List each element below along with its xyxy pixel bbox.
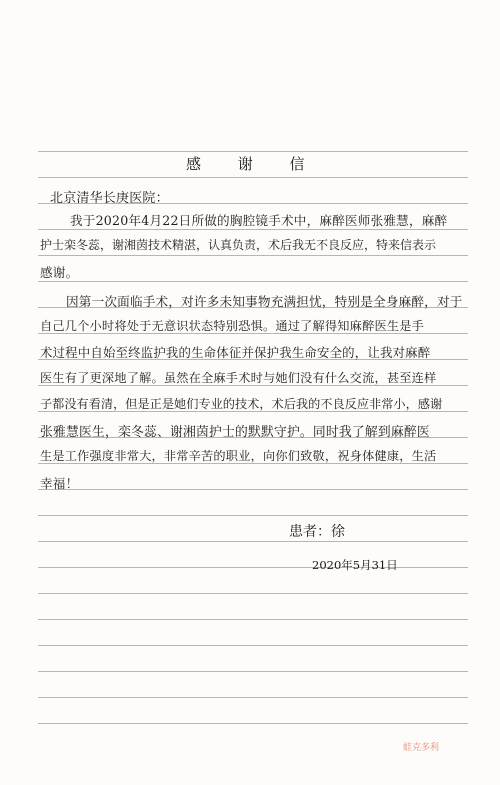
rule-line (38, 593, 468, 594)
rule-line (38, 723, 468, 724)
body-line: 护士栾冬蕊，谢湘茵技术精湛，认真负责，术后我无不良反应，特来信表示 (40, 238, 437, 252)
letter-date: 2020年5月31日 (312, 558, 398, 572)
body-line: 自己几个小时将处于无意识状态特别恐惧。通过了解得知麻醉医生是手 (40, 319, 425, 333)
rule-line (38, 229, 468, 230)
rule-line (38, 489, 468, 490)
rule-line (38, 177, 468, 178)
body-line: 医生有了更深地了解。虽然在全麻手术时与她们没有什么交流，甚至连样 (40, 371, 437, 385)
watermark: 蛙克多利 (403, 743, 440, 753)
rule-line (38, 567, 468, 568)
rule-line (38, 515, 468, 516)
rule-line (38, 541, 468, 542)
body-line: 生是工作强度非常大，非常辛苦的职业，向你们致敬，祝身体健康，生活 (40, 449, 437, 463)
letter-title: 感 谢 信 (186, 155, 321, 173)
rule-line (38, 671, 468, 672)
rule-line (38, 619, 468, 620)
body-line: 幸福！ (40, 476, 79, 491)
rule-line (38, 255, 468, 256)
body-line: 子都没有看清，但是正是她们专业的技术，术后我的不良反应非常小，感谢 (40, 397, 443, 411)
signature: 患者：徐 (289, 524, 345, 540)
body-line: 我于2020年4月22日所做的胸腔镜手术中，麻醉医师张雅慧，麻醉 (70, 213, 448, 228)
rule-line (38, 151, 468, 152)
rule-line (38, 697, 468, 698)
salutation: 北京清华长庚医院： (50, 191, 169, 206)
body-line: 感谢。 (40, 265, 79, 280)
rule-line (38, 281, 468, 282)
body-line: 因第一次面临手术，对许多未知事物充满担忧，特别是全身麻醉，对于 (66, 294, 463, 309)
body-line: 术过程中自始至终监护我的生命体征并保护我生命安全的，让我对麻醉 (40, 345, 431, 360)
rule-line (38, 645, 468, 646)
body-line: 张雅慧医生，栾冬蕊、谢湘茵护士的默默守护。同时我了解到麻醉医 (40, 425, 430, 440)
